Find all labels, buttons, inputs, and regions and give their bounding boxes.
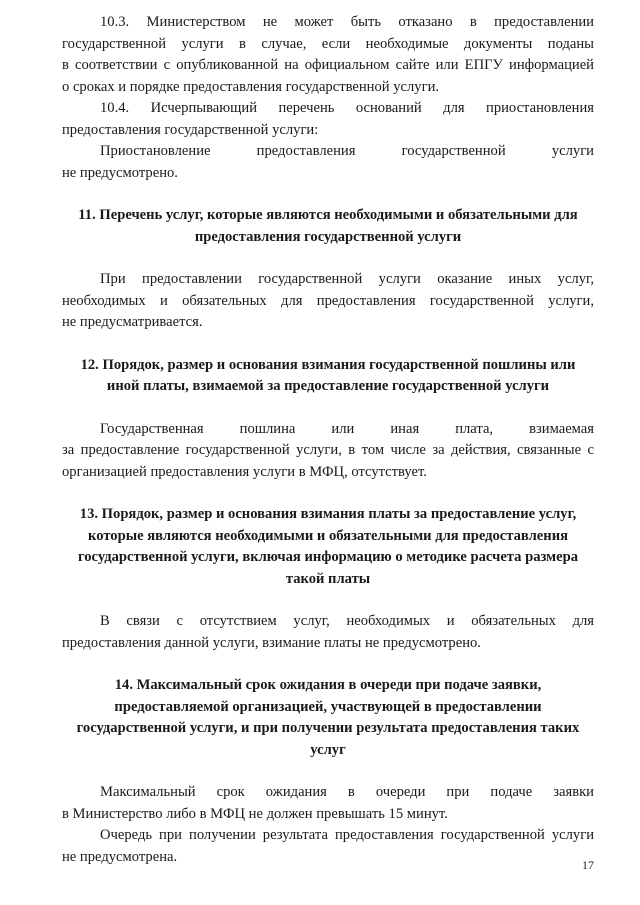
heading-line: такой платы <box>285 570 371 587</box>
heading-line: услуг <box>310 741 346 758</box>
text-line: за предоставление государственной услуги, в том числе за действия, связанные с <box>62 442 594 458</box>
text-line: Максимальный срок ожидания в очереди при подаче заявки <box>100 784 594 800</box>
text-line: необходимых и обязательных для предоставления государственной услуги, <box>62 292 594 309</box>
text-line: Приостановление предоставления государственной услуги <box>100 143 594 159</box>
text-line: о сроках и порядке предоставления государственной услуги. <box>62 78 440 95</box>
section-13-body <box>62 611 594 654</box>
heading-line: которые являются необходимыми и обязательными для предоставления <box>88 527 568 544</box>
section-12-heading <box>62 355 594 398</box>
heading-line: иной платы, взимаемой за предоставление государственной услуги <box>106 378 550 394</box>
text-line: 10.4. Исчерпывающий перечень оснований для приостановления <box>100 100 594 116</box>
text-line: В связи с отсутствием услуг, необходимых и обязательных для <box>100 613 594 629</box>
section-14-heading <box>62 675 594 761</box>
text-line: в соответствии с опубликованной на официальном сайте или ЕПГУ информацией <box>62 57 594 73</box>
text-line: не предусмотрено. <box>62 164 178 181</box>
text-line: организацией предоставления услуги в МФЦ, отсутствует. <box>62 463 427 480</box>
paragraph-suspension <box>62 141 594 184</box>
text-line: предоставления государственной услуги: <box>62 121 319 138</box>
heading-line: государственной услуги, включая информацию о методике расчета размера <box>77 549 579 565</box>
heading-line: 14. Максимальный срок ожидания в очереди при подаче заявки, <box>114 677 542 693</box>
text-line: Очередь при получении результата предоставления государственной услуги <box>100 827 594 843</box>
page-number: 17 <box>582 858 594 872</box>
section-13-heading <box>62 504 594 590</box>
heading-line: предоставления государственной услуги <box>194 228 462 245</box>
text-line: не предусматривается. <box>62 314 203 330</box>
section-14-body <box>62 782 594 868</box>
text-line: в Министерство либо в МФЦ не должен превышать 15 минут. <box>62 805 448 822</box>
section-11-heading <box>62 205 594 248</box>
text-line: Государственная пошлина или иная плата, взимаемая <box>100 420 594 437</box>
section-12-body <box>62 419 594 484</box>
section-11-body <box>62 269 594 334</box>
paragraph-10-4 <box>62 98 594 141</box>
heading-line: 13. Порядок, размер и основания взимания платы за предоставление услуг, <box>79 506 577 522</box>
document-page <box>62 12 594 868</box>
text-line: государственной услуги в случае, если необходимые документы поданы <box>62 35 594 52</box>
text-line: не предусмотрена. <box>62 848 178 865</box>
heading-line: государственной услуги, и при получении результата предоставления таких <box>76 720 580 736</box>
heading-line: 11. Перечень услуг, которые являются необходимыми и обязательными для <box>78 207 578 223</box>
text-line: При предоставлении государственной услуги оказание иных услуг, <box>100 271 594 287</box>
paragraph-10-3 <box>62 12 594 98</box>
text-line: 10.3. Министерством не может быть отказано в предоставлении <box>100 14 594 30</box>
heading-line: 12. Порядок, размер и основания взимания государственной пошлины или <box>80 356 576 373</box>
text-line: предоставления данной услуги, взимание платы не предусмотрено. <box>62 634 481 651</box>
heading-line: предоставляемой организацией, участвующей в предоставлении <box>114 698 542 715</box>
